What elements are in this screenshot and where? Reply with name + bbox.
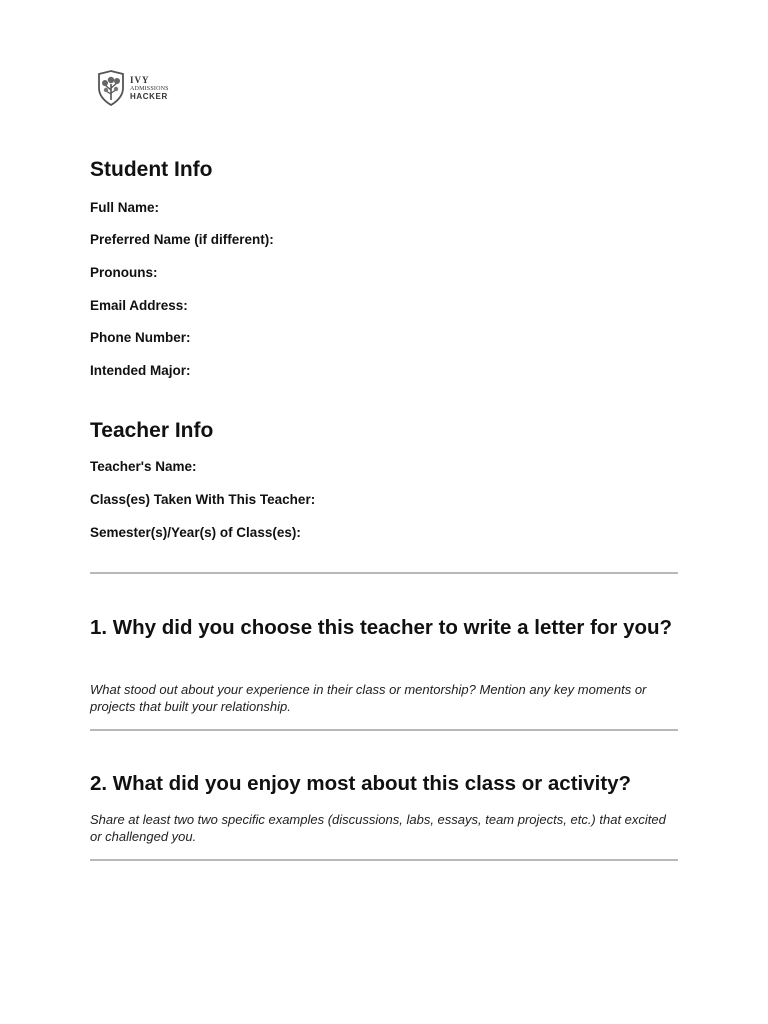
ivy-admissions-hacker-logo bbox=[96, 70, 169, 106]
field-classes-taken: Class(es) Taken With This Teacher: bbox=[90, 492, 316, 507]
logo-wordmark bbox=[130, 76, 169, 101]
question-2-title: 2. What did you enjoy most about this class or activity? bbox=[90, 772, 632, 795]
field-intended-major: Intended Major: bbox=[90, 363, 191, 378]
field-semesters-years: Semester(s)/Year(s) of Class(es): bbox=[90, 525, 301, 540]
field-email-address: Email Address: bbox=[90, 298, 188, 313]
field-full-name: Full Name: bbox=[90, 200, 160, 215]
logo-line-ivy: IVY bbox=[130, 74, 150, 85]
question-2-description: Share at least two two specific examples (discussions, labs, essays, team projects, etc.) that excited or challenged you. bbox=[90, 812, 666, 844]
divider bbox=[90, 729, 678, 731]
teacher-info-heading: Teacher Info bbox=[90, 419, 214, 442]
logo-line-admissions: ADMISSIONS bbox=[130, 85, 169, 92]
question-1-title: 1. Why did you choose this teacher to write a letter for you? bbox=[90, 616, 673, 639]
field-pronouns: Pronouns: bbox=[90, 265, 158, 280]
question-1-description: What stood out about your experience in their class or mentorship? Mention any key moments or projects that built your relationship. bbox=[90, 682, 647, 714]
shield-tree-icon bbox=[96, 70, 126, 106]
divider bbox=[90, 572, 678, 574]
field-teachers-name: Teacher's Name: bbox=[90, 459, 197, 474]
field-phone-number: Phone Number: bbox=[90, 330, 191, 345]
field-preferred-name: Preferred Name (if different): bbox=[90, 232, 274, 247]
divider bbox=[90, 859, 678, 861]
student-info-heading: Student Info bbox=[90, 158, 213, 181]
logo-line-hacker: HACKER bbox=[130, 91, 168, 101]
